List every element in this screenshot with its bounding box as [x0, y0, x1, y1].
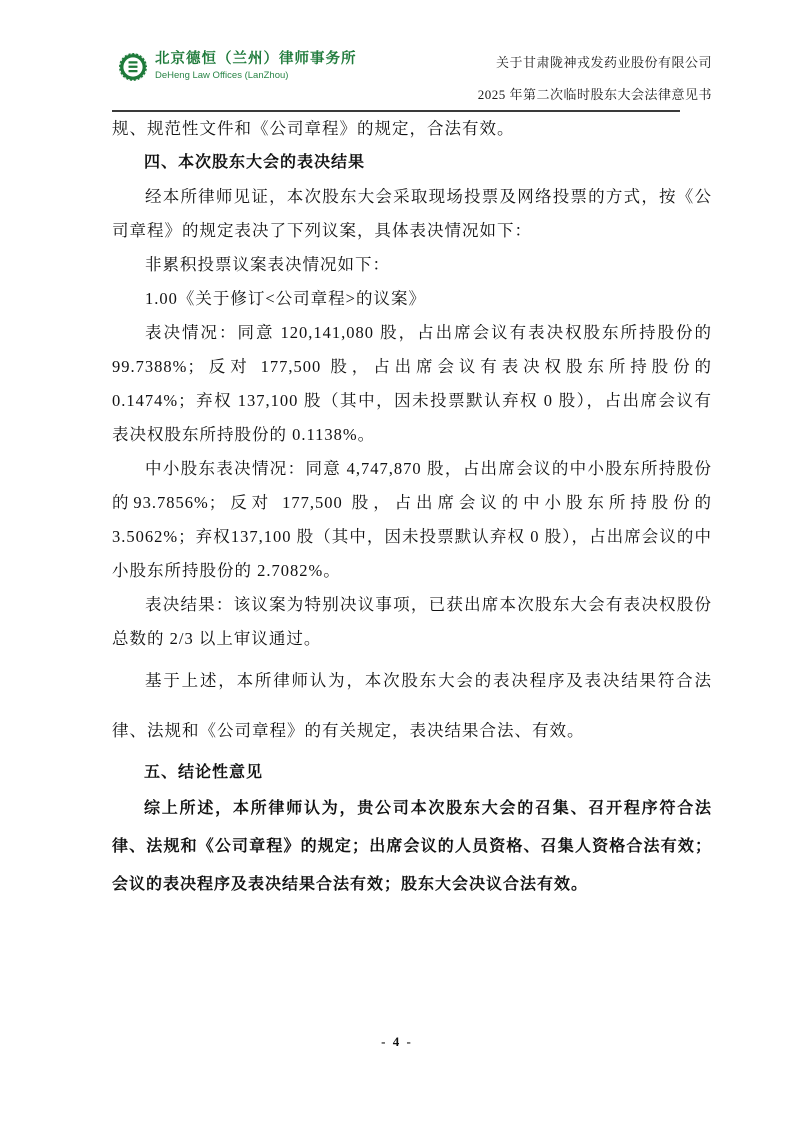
section-heading-5: 五、结论性意见	[144, 764, 264, 781]
document-title-block	[478, 50, 712, 108]
paragraph-vote-result-minority: 中小股东表决情况：同意 4,747,870 股，占出席会议的中小股东所持股份的93.7856%；反对 177,500 股，占出席会议的中小股东所持股份的 3.5062%；弃权137,100 股（其中，因未投票默认弃权 0 股），占出席会议的中小股东所持股份的 2.7082%。	[112, 459, 712, 580]
firm-name-cn: 北京德恒（兰州）律师事务所	[155, 51, 357, 67]
body-continuation-line: 规、规范性文件和《公司章程》的规定，合法有效。	[112, 119, 515, 138]
document-title-line2: 2025 年第二次临时股东大会法律意见书	[477, 87, 712, 102]
paragraph-vote-result-all: 表决情况：同意 120,141,080 股，占出席会议有表决权股东所持股份的99.7388%；反对 177,500 股，占出席会议有表决权股东所持股份的 0.1474%；弃权 137,100 股（其中，因未投票默认弃权 0 股），占出席会议有表决权股东所持股份的 0.1138%。	[112, 323, 712, 444]
paragraph-final-conclusion: 综上所述，本所律师认为，贵公司本次股东大会的召集、召开程序符合法律、法规和《公司章程》的规定；出席会议的人员资格、召集人资格合法有效；会议的表决程序及表决结果合法有效；股东大会决议合法有效。	[112, 800, 712, 893]
proposal-item-1: 1.00《关于修订<公司章程>的议案》	[145, 289, 426, 308]
document-title-line1: 关于甘肃陇神戎发药业股份有限公司	[495, 55, 712, 70]
page-number: - 4 -	[381, 1034, 413, 1049]
paragraph-voting-intro: 经本所律师见证，本次股东大会采取现场投票及网络投票的方式，按《公司章程》的规定表决了下列议案，具体表决情况如下：	[112, 187, 712, 240]
firm-identity	[118, 50, 357, 87]
paragraph-lawyer-opinion: 基于上述，本所律师认为，本次股东大会的表决程序及表决结果符合法律、法规和《公司章程》的有关规定，表决结果合法、有效。	[112, 671, 712, 740]
deheng-seal-icon	[118, 52, 148, 87]
document-body	[0, 112, 794, 904]
firm-name-en: DeHeng Law Offices (LanZhou)	[155, 70, 289, 81]
page-header	[0, 0, 794, 112]
paragraph-non-cumulative: 非累积投票议案表决情况如下：	[145, 255, 390, 274]
section-heading-4: 四、本次股东大会的表决结果	[144, 154, 366, 171]
paragraph-vote-conclusion: 表决结果：该议案为特别决议事项，已获出席本次股东大会有表决权股份总数的 2/3 以上审议通过。	[112, 595, 712, 648]
